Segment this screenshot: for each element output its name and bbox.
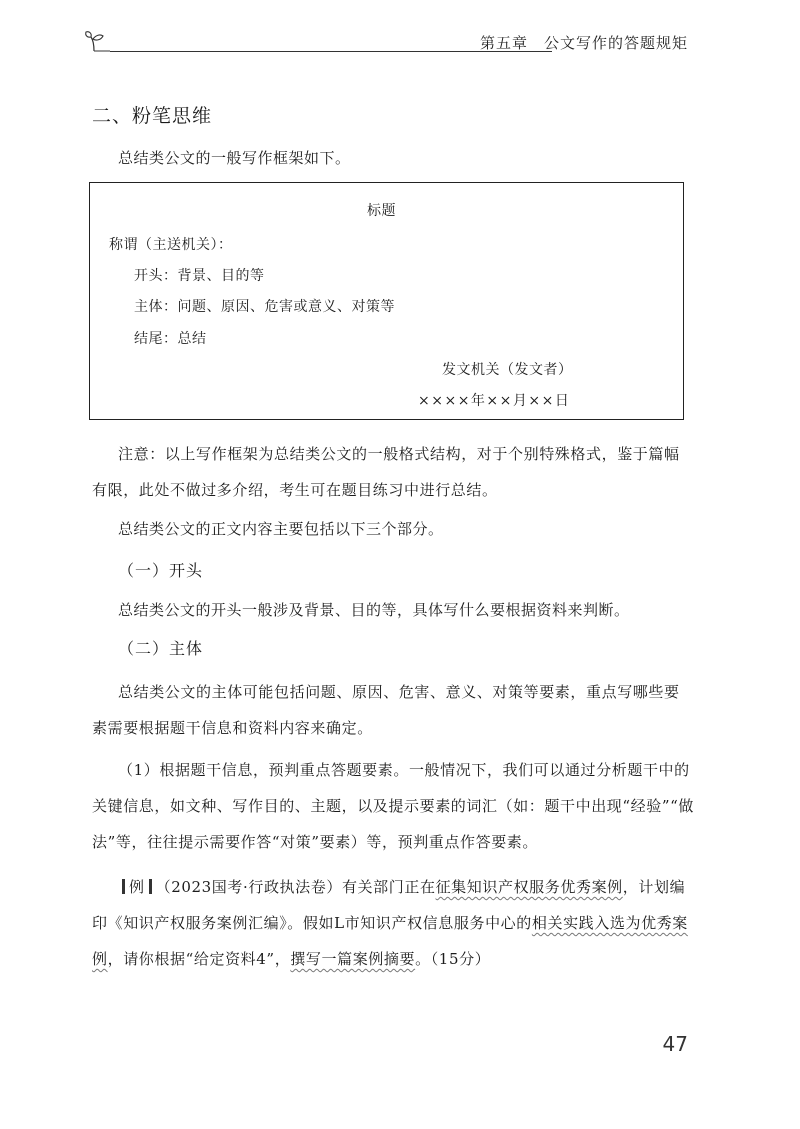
part1-heading: （一）开头 — [118, 561, 204, 580]
note-paragraph: 注意：以上写作框架为总结类公文的一般格式结构，对于个别特殊格式，鉴于篇幅有限，此处不做过多介绍，考生可在题目练习中进行总结。 — [92, 445, 680, 499]
framework-date: ××××年××月××日 — [418, 393, 571, 409]
example-underline-3: 撰写一篇案例摘要 — [290, 950, 416, 968]
example-underline-2: 相关实践入选为优秀案例 — [92, 914, 688, 968]
framework-ending: 结尾：总结 — [134, 331, 207, 347]
chapter-number: 第五章 — [479, 34, 528, 52]
example-mark-left — [122, 879, 125, 894]
parts-intro-paragraph: 总结类公文的正文内容主要包括以下三个部分。 — [118, 520, 444, 538]
framework-issuer: 发文机关（发文者） — [442, 362, 573, 378]
part1-paragraph: 总结类公文的开头一般涉及背景、目的等，具体写什么要根据资料来判断。 — [118, 601, 630, 619]
framework-body: 主体：问题、原因、危害或意义、对策等 — [134, 299, 395, 315]
header-title — [480, 32, 688, 53]
example-text-c: ，请你根据“给定资料4”， — [107, 950, 291, 968]
section-title: 二、粉笔思维 — [92, 105, 213, 127]
part2-paragraph: 总结类公文的主体可能包括问题、原因、危害、意义、对策等要素，重点写哪些要素需要根据题干信息和资料内容来确定。 — [92, 683, 680, 737]
example-mark-right — [149, 879, 152, 894]
part2-heading: （二）主体 — [118, 639, 204, 658]
example-text-a: （2023国考·行政执法卷）有关部门正在 — [155, 878, 436, 896]
example-paragraph — [92, 869, 694, 977]
running-header — [84, 30, 688, 56]
example-underline-1: 征集知识产权服务优秀案例 — [435, 878, 623, 896]
example-label: 例 — [129, 878, 145, 896]
chapter-title: 公文写作的答题规矩 — [543, 34, 688, 52]
example-text-b: ，计划编印《知识产权服务案例汇编》。假如L市知识产权信息服务中心的 — [92, 878, 686, 932]
intro-paragraph: 总结类公文的一般写作框架如下。 — [118, 149, 351, 167]
framework-box — [89, 182, 684, 420]
framework-title: 标题 — [367, 203, 396, 219]
framework-salutation: 称谓（主送机关）： — [109, 237, 233, 253]
part2-point1-paragraph: （1）根据题干信息，预判重点答题要素。一般情况下，我们可以通过分析题干中的关键信息，如文种、写作目的、主题，以及提示要素的词汇（如：题干中出现“经验”“做法”等，往往提示需要作答“对策”要素）等，预判重点作答要素。 — [92, 761, 695, 851]
framework-opening: 开头：背景、目的等 — [134, 268, 265, 284]
example-text-d: 。（15分） — [415, 950, 491, 968]
sprout-icon — [84, 30, 110, 52]
page-number: 47 — [662, 1032, 688, 1056]
